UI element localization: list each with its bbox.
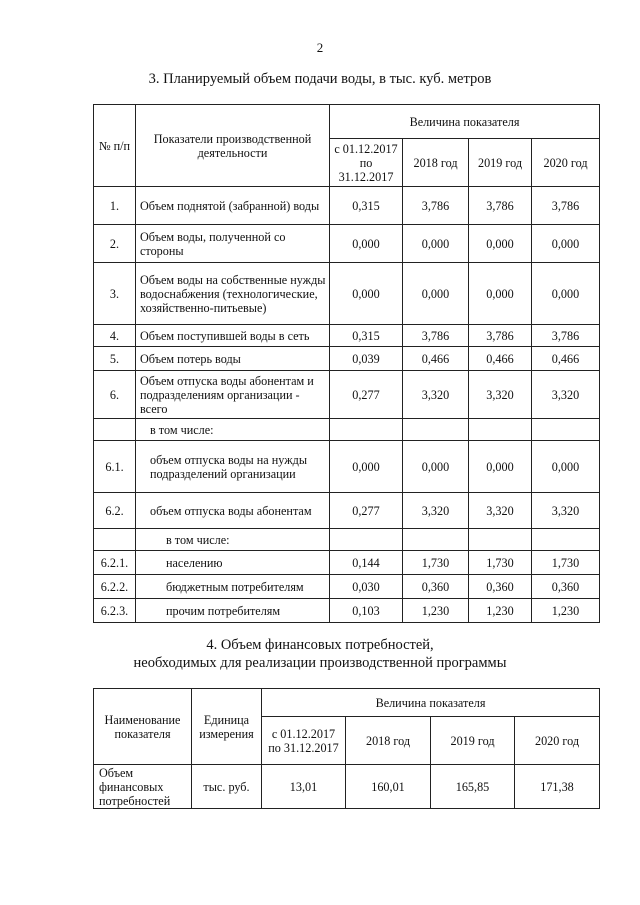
- table-row: Объем финансовых потребностей тыс. руб. 13,01 160,01 165,85 171,38: [94, 765, 600, 809]
- table-row: 6.2.1. населению 0,144 1,730 1,730 1,730: [94, 551, 600, 575]
- header-value-group: Величина показателя: [330, 105, 600, 139]
- header-2020: 2020 год: [515, 717, 600, 765]
- header-2019: 2019 год: [431, 717, 515, 765]
- header-period1: с 01.12.2017 по 31.12.2017: [262, 717, 346, 765]
- header-indicator: Показатели производственной деятельности: [136, 105, 330, 187]
- header-2018: 2018 год: [346, 717, 431, 765]
- section3-title: 3. Планируемый объем подачи воды, в тыс. куб. метров: [148, 71, 492, 87]
- table-row: 4. Объем поступившей воды в сеть 0,315 3,786 3,786 3,786: [94, 325, 600, 347]
- table-row: 5. Объем потерь воды 0,039 0,466 0,466 0,466: [94, 347, 600, 371]
- water-supply-table: [93, 104, 600, 623]
- section4-title: [0, 636, 640, 672]
- table-row: 1. Объем поднятой (забранной) воды 0,315 3,786 3,786 3,786: [94, 187, 600, 225]
- header-2018: 2018 год: [403, 139, 469, 187]
- section4-title-line2: необходимых для реализации производственной программы: [133, 655, 507, 671]
- table-row: 2. Объем воды, полученной со стороны 0,000 0,000 0,000 0,000: [94, 225, 600, 263]
- page-number: 2: [316, 40, 324, 55]
- header-num: № п/п: [94, 105, 136, 187]
- section4-title-line1: 4. Объем финансовых потребностей,: [206, 637, 434, 653]
- header-2019: 2019 год: [469, 139, 532, 187]
- table-row: в том числе:: [94, 529, 600, 551]
- financial-needs-table: [93, 688, 600, 809]
- table-row: 6.2.3. прочим потребителям 0,103 1,230 1,230 1,230: [94, 599, 600, 623]
- table-row: в том числе:: [94, 419, 600, 441]
- header-name: Наименование показателя: [94, 689, 192, 765]
- header-unit: Единица измерения: [192, 689, 262, 765]
- table-row: 6. Объем отпуска воды абонентам и подразделениям организации - всего 0,277 3,320 3,320 3,320: [94, 371, 600, 419]
- table-row: 6.1. объем отпуска воды на нужды подразделений организации 0,000 0,000 0,000 0,000: [94, 441, 600, 493]
- header-period1: с 01.12.2017 по 31.12.2017: [330, 139, 403, 187]
- table-row: 6.2. объем отпуска воды абонентам 0,277 3,320 3,320 3,320: [94, 493, 600, 529]
- table-row: 3. Объем воды на собственные нужды водоснабжения (технологические, хозяйственно-питьевые) 0,000 0,000 0,000 0,000: [94, 263, 600, 325]
- header-value-group: Величина показателя: [262, 689, 600, 717]
- table-row: 6.2.2. бюджетным потребителям 0,030 0,360 0,360 0,360: [94, 575, 600, 599]
- header-2020: 2020 год: [532, 139, 600, 187]
